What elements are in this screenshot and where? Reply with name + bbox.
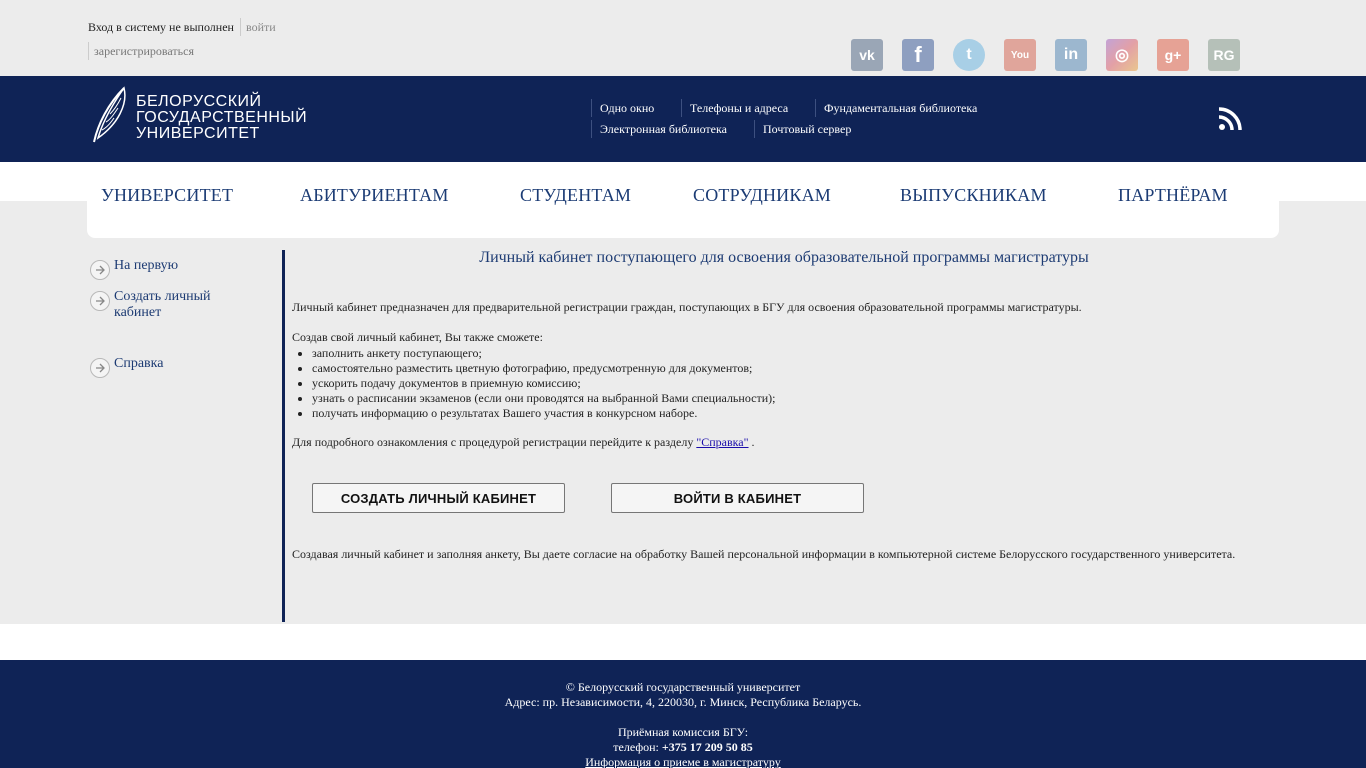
nav-students[interactable]: СТУДЕНТАМ — [520, 185, 632, 205]
top-bar — [0, 0, 1366, 76]
youtube-icon[interactable]: You — [1004, 39, 1036, 71]
list-item: • получать информацию о результатах Вашего участия в конкурсном наборе. — [312, 406, 775, 421]
list-item: • ускорить подачу документов в приемную комиссию; — [312, 376, 775, 391]
phone-number: +375 17 209 50 85 — [661, 740, 753, 754]
list-intro-text: Создав свой личный кабинет, Вы также сможете: — [292, 330, 543, 344]
header-link-e-library[interactable]: Электронная библиотека — [591, 120, 727, 138]
sidebar-item-create-account[interactable] — [90, 289, 240, 321]
details-suffix: . — [748, 435, 755, 449]
google-plus-icon[interactable]: g+ — [1157, 39, 1189, 71]
feather-icon — [88, 84, 132, 148]
details-prefix: Для подробного ознакомления с процедурой регистрации перейдите к разделу — [292, 435, 694, 449]
sidebar-item-help[interactable] — [90, 356, 163, 378]
rss-icon[interactable] — [1218, 107, 1242, 131]
consent-text: Создавая личный кабинет и заполняя анкету, Вы даете согласие на обработку Вашей персональной информации в компьютерной системе Белорусского государственного университета. — [292, 547, 1236, 561]
arrow-right-icon — [90, 291, 110, 311]
nav-partners[interactable]: ПАРТНЁРАМ — [1118, 185, 1228, 205]
info-line — [0, 755, 1366, 768]
vk-icon[interactable]: vk — [851, 39, 883, 71]
facebook-icon[interactable]: f — [902, 39, 934, 71]
header-link-fundamental-library[interactable]: Фундаментальная библиотека — [815, 99, 977, 117]
list-item: • узнать о расписании экзаменов (если они проводятся на выбранной Вами специальности); — [312, 391, 775, 406]
phone-line — [0, 740, 1366, 755]
create-account-button[interactable]: СОЗДАТЬ ЛИЧНЫЙ КАБИНЕТ — [312, 483, 565, 513]
arrow-right-icon — [90, 358, 110, 378]
page-title: Личный кабинет поступающего для освоения образовательной программы магистратуры — [479, 249, 1089, 266]
linkedin-icon[interactable]: in — [1055, 39, 1087, 71]
instagram-icon[interactable]: ◎ — [1106, 39, 1138, 71]
footer-spacer — [0, 624, 1366, 660]
nav-university[interactable]: УНИВЕРСИТЕТ — [101, 185, 234, 205]
login-account-button[interactable]: ВОЙТИ В КАБИНЕТ — [611, 483, 864, 513]
features-list — [312, 346, 775, 421]
nav-staff[interactable]: СОТРУДНИКАМ — [693, 185, 831, 205]
intro-text: Личный кабинет предназначен для предварительной регистрации граждан, поступающих в БГУ для освоения образовательной программы магистратуры. — [292, 300, 1082, 314]
logo-line-1: БЕЛОРУССКИЙ — [136, 93, 262, 110]
copyright: © Белорусский государственный университет — [565, 680, 801, 694]
content-divider — [282, 250, 285, 622]
list-item: • заполнить анкету поступающего; — [312, 346, 775, 361]
arrow-right-icon — [90, 260, 110, 280]
sidebar-item-label: Создать личный кабинет — [114, 289, 211, 320]
main-nav — [87, 162, 1279, 238]
header-link-phones[interactable]: Телефоны и адреса — [681, 99, 788, 117]
list-item: • самостоятельно разместить цветную фотографию, предусмотренную для документов; — [312, 361, 775, 376]
sidebar-item-label: Справка — [114, 356, 164, 371]
sidebar-item-label: На первую — [114, 258, 179, 273]
logo-line-2: ГОСУДАРСТВЕННЫЙ — [136, 109, 308, 126]
help-link[interactable]: "Справка" — [696, 435, 749, 449]
register-link[interactable]: зарегистрироваться — [88, 42, 194, 60]
site-footer — [0, 660, 1366, 768]
details-text — [292, 435, 755, 450]
header-link-mail-server[interactable]: Почтовый сервер — [754, 120, 851, 138]
address: Адрес: пр. Независимости, 4, 220030, г. Минск, Республика Беларусь. — [504, 695, 862, 709]
nav-graduates[interactable]: ВЫПУСКНИКАМ — [900, 185, 1047, 205]
commission-label: Приёмная комиссия БГУ: — [617, 725, 749, 739]
logo-line-3: УНИВЕРСИТЕТ — [136, 125, 260, 142]
site-header — [0, 76, 1366, 162]
login-status: Вход в систему не выполнен — [88, 20, 234, 34]
login-link[interactable]: войти — [240, 18, 276, 36]
phone-label: телефон: — [613, 740, 662, 754]
sidebar-item-home[interactable] — [90, 258, 178, 280]
header-link-one-window[interactable]: Одно окно — [591, 99, 654, 117]
university-logo[interactable] — [88, 84, 328, 148]
nav-applicants[interactable]: АБИТУРИЕНТАМ — [300, 185, 449, 205]
researchgate-icon[interactable]: RG — [1208, 39, 1240, 71]
master-info-link[interactable]: Информация о приеме в магистратуру — [585, 755, 781, 768]
twitter-icon[interactable]: t — [953, 39, 985, 71]
